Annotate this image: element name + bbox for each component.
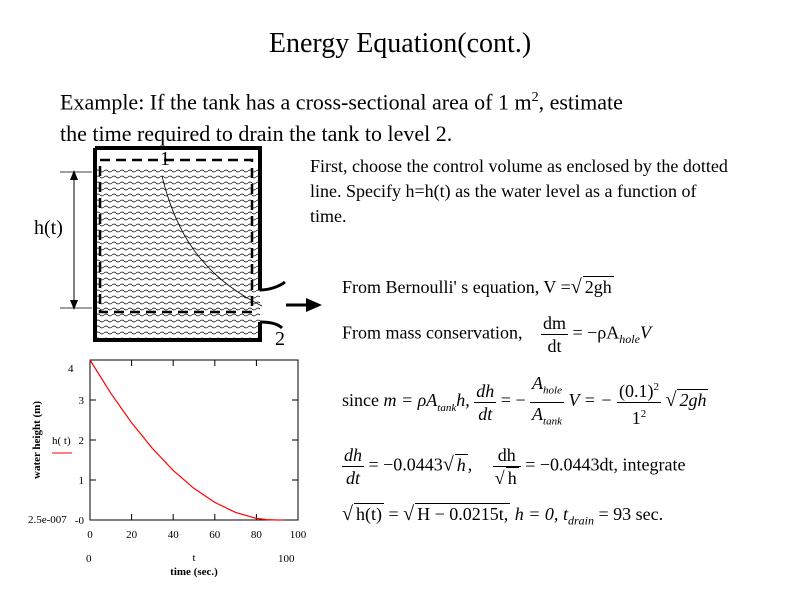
x-tick-label: 100 [289, 529, 307, 541]
v-eq: V = − [568, 390, 613, 411]
y-tick-label: 2 [78, 435, 84, 447]
legend-label: h( t) [52, 435, 71, 447]
frac-den [493, 467, 521, 489]
a-tank: A [532, 403, 544, 424]
bernoulli-equation [342, 276, 614, 299]
final-h0: h = 0, [514, 504, 559, 524]
y-min-label: 2.5e-007 [28, 514, 67, 526]
page-title: Energy Equation(cont.) [268, 28, 532, 59]
arrow-down-icon [70, 300, 78, 310]
mass-rhs: = −ρA [572, 322, 620, 343]
water-fill [95, 168, 260, 340]
num-01: (0.1) [618, 380, 654, 401]
arrow-up-icon [70, 170, 78, 180]
frac-den [617, 403, 661, 429]
y-tick-label: 3 [78, 395, 84, 407]
x-tick-label: 0 [87, 529, 93, 541]
mass-conservation-equation [342, 312, 651, 357]
control-volume-note: First, choose the control volume as enclosed by the dotted line. Specify h=h(t) as the water level as a function of time. [310, 156, 728, 226]
y-tick-label: 1 [78, 475, 84, 487]
bernoulli-text: From Bernoulli' s equation, [342, 277, 540, 297]
line4-rhs2: = −0.0443dt, integrate [525, 454, 686, 475]
sqrt-icon: √ [342, 503, 353, 525]
frac-den: dt [345, 468, 360, 488]
final-val: = 93 sec. [598, 504, 664, 524]
frac-num: dh [344, 445, 362, 465]
dh-dt-fraction [342, 444, 364, 489]
final-tsub: drain [567, 513, 594, 528]
intro-line1: Example: If the tank has a cross-sectional area of 1 m [60, 89, 532, 115]
frac-num [617, 376, 661, 403]
label-level-1: 1 [160, 148, 170, 170]
label-level-2: 2 [275, 328, 285, 350]
dh-sqrt-h-fraction [493, 444, 521, 489]
x-tick-label: 80 [250, 529, 262, 541]
since-h: h, [456, 390, 470, 411]
sqrt-icon: √ [403, 503, 415, 525]
eq-minus: = − [500, 390, 526, 411]
dh-dt-equation [342, 444, 685, 489]
final-eq: = [388, 504, 399, 524]
den-1: 1 [631, 407, 641, 428]
intro-line1-end: , estimate [538, 89, 623, 115]
line4-rhs: = −0.0443 [368, 454, 443, 475]
y-max-label: 4 [68, 363, 74, 375]
frac-den [530, 403, 564, 433]
sqrt-2gh: 2gh [679, 390, 707, 411]
tank-diagram [0, 140, 330, 355]
final-t: t [562, 504, 568, 524]
x-tick-label: 20 [126, 529, 138, 541]
den-sq: 2 [640, 407, 647, 420]
since-sub: tank [437, 401, 457, 414]
water-height-chart [0, 350, 320, 590]
since-equation [342, 372, 708, 432]
x-variable-label: t [192, 552, 196, 564]
intro-line2: the time required to drain the tank to level 2. [60, 121, 453, 147]
num-sq: 2 [653, 380, 659, 393]
mass-v: V [639, 322, 651, 343]
y-axis-label: water height (m) [31, 401, 43, 479]
numeric-fraction [617, 376, 661, 429]
line4-radicand: h [456, 454, 466, 475]
sqrt-icon: √ [665, 389, 677, 412]
a-hole: A [532, 373, 544, 393]
x-tick-label: 40 [167, 529, 179, 541]
outlet-nozzle [260, 282, 285, 328]
plot-frame [90, 360, 298, 520]
frac-den: dt [478, 403, 493, 424]
intro-sup: 2 [531, 90, 539, 105]
final-rad1: h(t) [355, 504, 382, 524]
drain-time-equation [342, 503, 663, 529]
bernoulli-radicand: 2gh [584, 277, 612, 297]
label-height: h(t) [34, 217, 63, 239]
frac-num: dh [476, 380, 495, 401]
jet-arrow-icon [306, 298, 322, 312]
sqrt-icon: √ [494, 468, 505, 488]
x-max-label: 100 [278, 553, 295, 565]
frac-num [530, 372, 564, 403]
sqrt-icon: √ [570, 276, 582, 298]
frac-num: dh [493, 444, 521, 467]
frac-num: dm [542, 313, 566, 333]
final-rad2: H − 0.0215t, [417, 504, 509, 524]
tank-sub: tank [543, 415, 562, 428]
mass-sub: hole [619, 332, 640, 347]
dm-dt-fraction [541, 312, 568, 357]
since-m: m = ρA [383, 390, 438, 411]
bernoulli-lhs: V = [543, 277, 571, 297]
area-ratio-fraction [530, 372, 564, 432]
since-text: since [342, 390, 379, 411]
frac-den: dt [547, 336, 562, 356]
sqrt-icon: √ [442, 453, 454, 476]
y-tick-label: -0 [74, 515, 84, 527]
dh-dt-fraction [474, 380, 496, 425]
line4-comma: , [467, 454, 473, 475]
x-axis-label: time (sec.) [170, 566, 218, 578]
line4-h: h [507, 468, 517, 488]
x-tick-label: 60 [209, 529, 221, 541]
mass-text: From mass conservation, [342, 322, 523, 343]
x-min-label: 0 [86, 553, 92, 565]
hole-sub: hole [543, 384, 562, 397]
